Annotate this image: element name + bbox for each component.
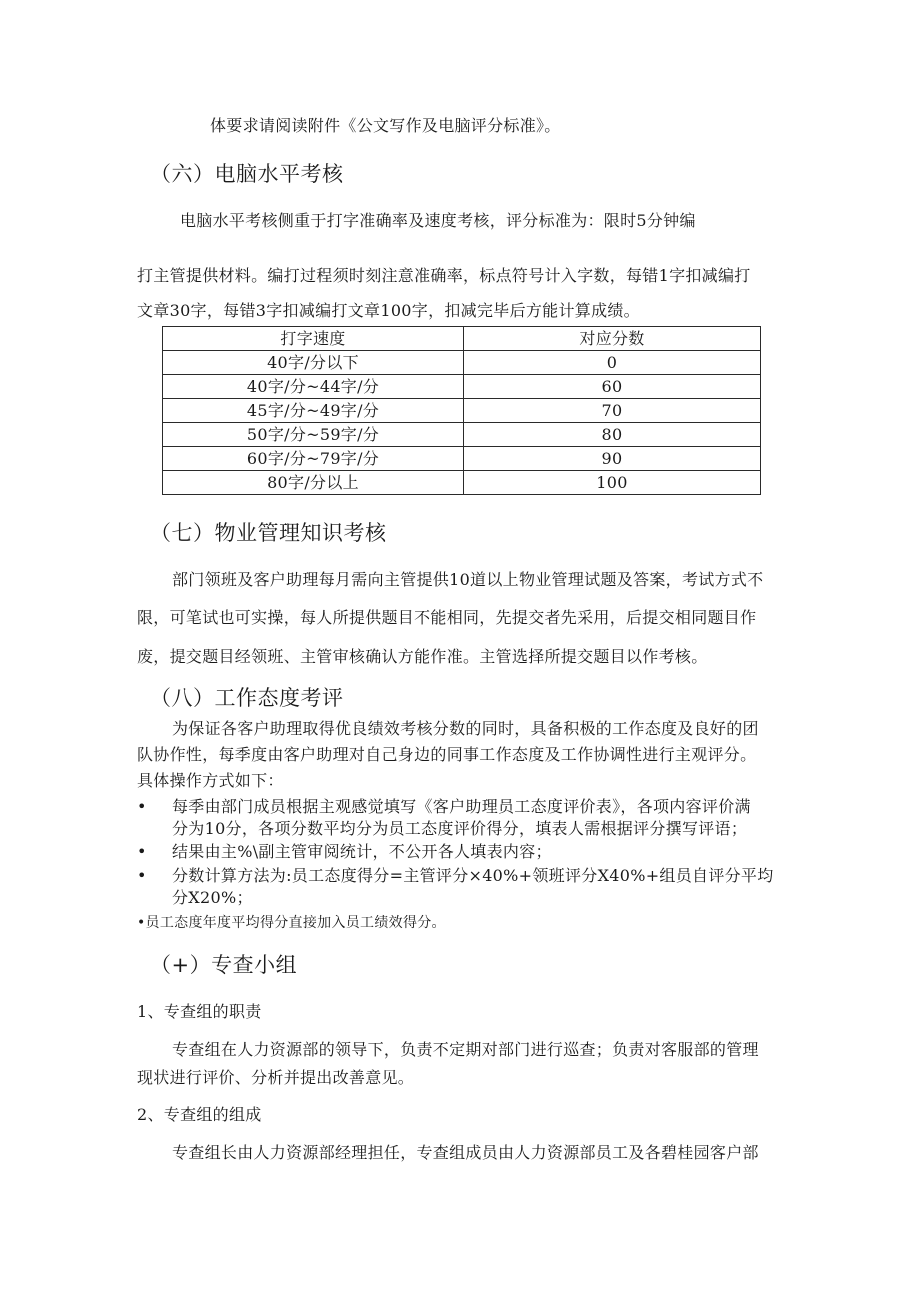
bullet-marker: • [137, 866, 147, 885]
typing-score-table [162, 326, 761, 495]
score-cell: 70 [464, 399, 761, 423]
bullet-item-line: 分为10分，各项分数平均分为员工态度评价得分，填表人需根据评分撰写评语； [172, 819, 748, 838]
paragraph-line: 体要求请阅读附件《公文写作及电脑评分标准》。 [210, 116, 561, 135]
bullet-marker: • [137, 797, 147, 816]
bullet-item-line: 分数计算方法为:员工态度得分=主管评分×40%+领班评分X40%+组员自评分平均 [172, 866, 774, 885]
note-line: •员工态度年度平均得分直接加入员工绩效得分。 [137, 915, 446, 931]
paragraph-line: 文章30字，每错3字扣减编打文章100字，扣减完毕后方能计算成绩。 [137, 301, 640, 320]
score-cell: 60 [464, 375, 761, 399]
score-cell: 80 [464, 423, 761, 447]
score-cell: 0 [464, 351, 761, 375]
bullet-item-line: 分X20%； [172, 888, 253, 907]
paragraph-line: 为保证各客户助理取得优良绩效考核分数的同时，具备积极的工作态度及良好的团 [172, 719, 759, 738]
paragraph-line: 废，提交题目经领班、主管审核确认方能作准。主管选择所提交题目以作考核。 [137, 647, 708, 666]
paragraph-line: 队协作性，每季度由客户助理对自己身边的同事工作态度及工作协调性进行主观评分。 [137, 745, 757, 764]
subheading: 1、专查组的职责 [137, 1002, 262, 1021]
paragraph-line: 电脑水平考核侧重于打字准确率及速度考核，评分标准为：限时5分钟编 [180, 211, 696, 230]
table-row [163, 399, 761, 423]
speed-cell: 40字/分~44字/分 [163, 375, 464, 399]
subheading: 2、专查组的组成 [137, 1105, 262, 1124]
paragraph-line: 部门领班及客户助理每月需向主管提供10道以上物业管理试题及答案，考试方式不 [172, 570, 764, 589]
paragraph-line: 专查组在人力资源部的领导下，负责不定期对部门进行巡查；负责对客服部的管理 [172, 1040, 759, 1059]
paragraph-line: 具体操作方式如下： [137, 771, 284, 790]
paragraph-line: 专查组长由人力资源部经理担任，专查组成员由人力资源部员工及各碧桂园客户部 [172, 1143, 759, 1162]
score-cell: 100 [464, 471, 761, 495]
speed-cell: 45字/分~49字/分 [163, 399, 464, 423]
speed-cell: 80字/分以上 [163, 471, 464, 495]
bullet-item-line: 每季由部门成员根据主观感觉填写《客户助理员工态度评价表》，各项内容评价满 [172, 797, 751, 816]
section-heading-6: （六）电脑水平考核 [150, 162, 344, 186]
table-row [163, 447, 761, 471]
speed-cell: 40字/分以下 [163, 351, 464, 375]
section-heading-8: （八）工作态度考评 [150, 686, 344, 710]
column-header-score: 对应分数 [464, 327, 761, 351]
speed-cell: 50字/分~59字/分 [163, 423, 464, 447]
bullet-item-line: 结果由主%\副主管审阅统计，不公开各人填表内容； [172, 842, 552, 861]
score-cell: 90 [464, 447, 761, 471]
section-heading-10: （+）专查小组 [150, 953, 298, 977]
table-header-row [163, 327, 761, 351]
section-heading-7: （七）物业管理知识考核 [150, 521, 387, 545]
paragraph-line: 现状进行评价、分析并提出改善意见。 [137, 1068, 415, 1087]
paragraph-line: 限，可笔试也可实操，每人所提供题目不能相同，先提交者先采用，后提交相同题目作 [137, 608, 757, 627]
speed-cell: 60字/分~79字/分 [163, 447, 464, 471]
table-row [163, 471, 761, 495]
paragraph-line: 打主管提供材料。编打过程须时刻注意准确率，标点符号计入字数，每错1字扣减编打 [137, 266, 751, 285]
bullet-marker: • [137, 842, 147, 861]
column-header-speed: 打字速度 [163, 327, 464, 351]
table-row [163, 423, 761, 447]
table-row [163, 351, 761, 375]
table-row [163, 375, 761, 399]
